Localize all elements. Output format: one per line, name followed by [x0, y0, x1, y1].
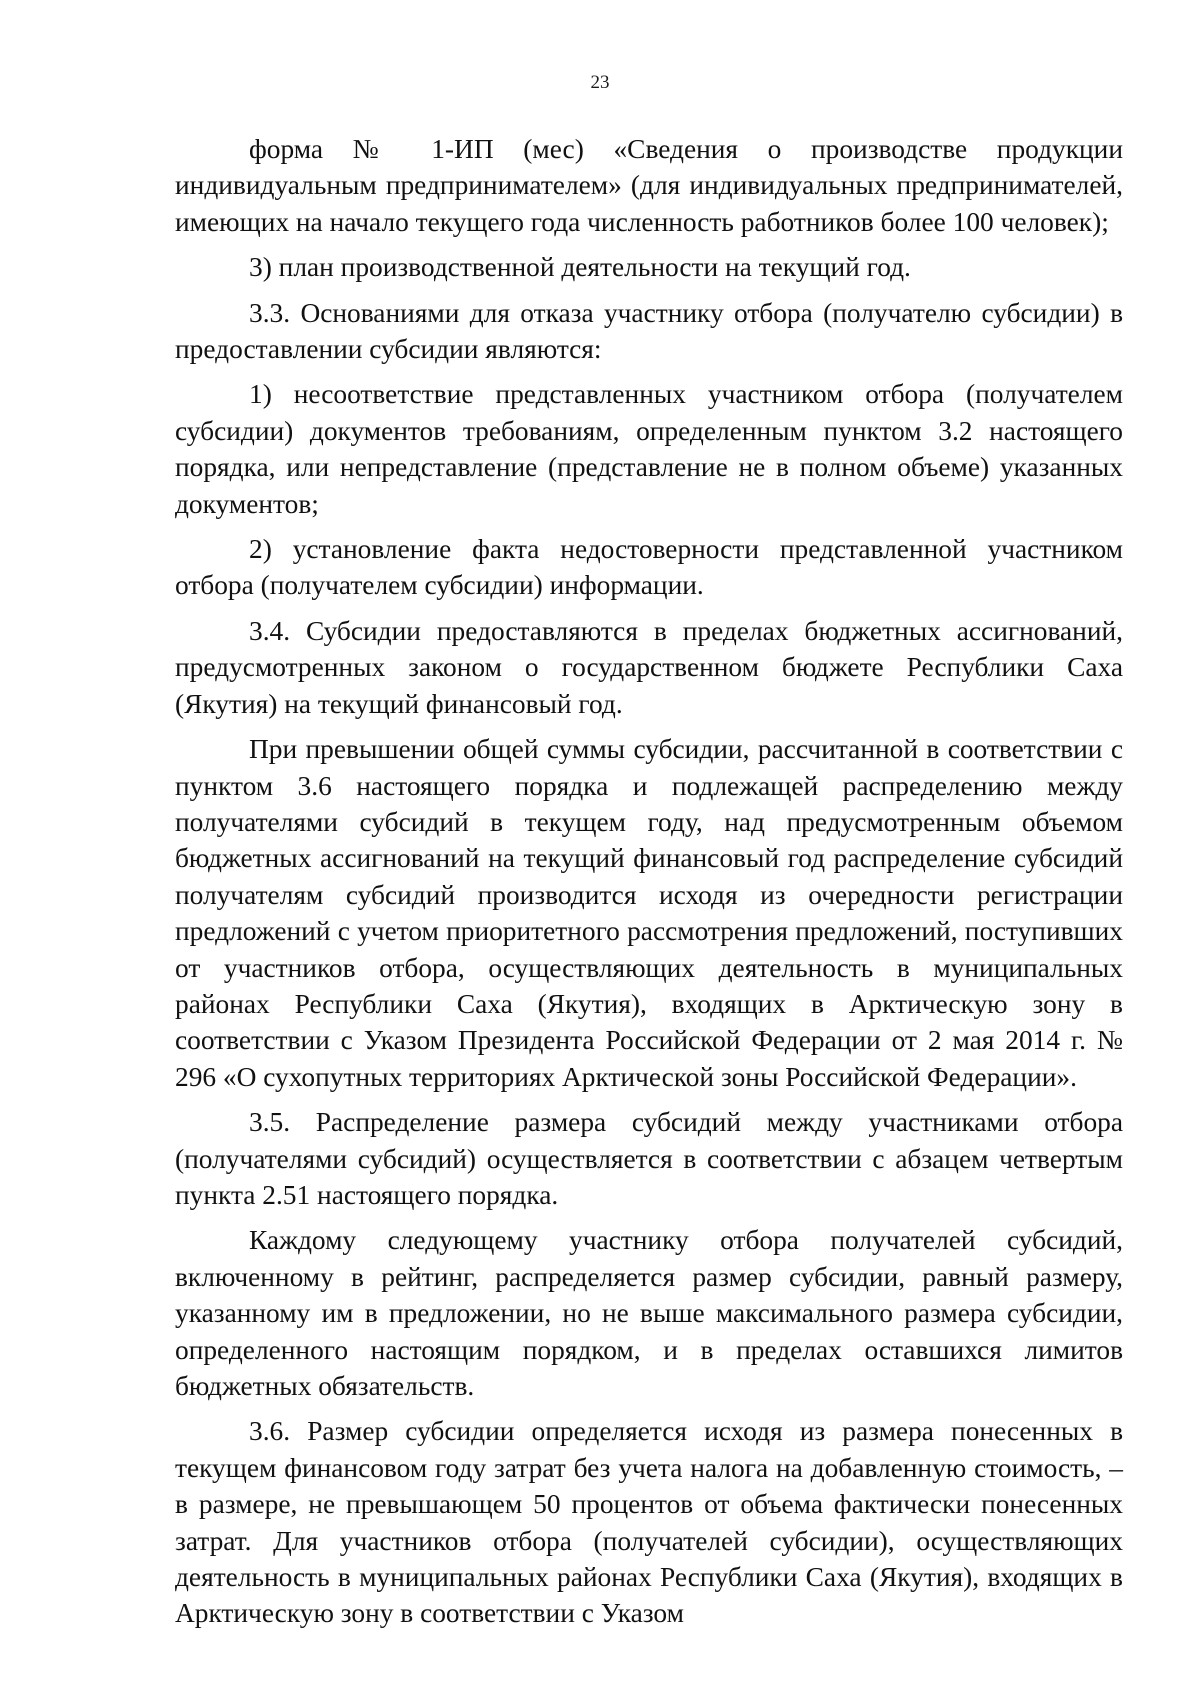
paragraph-form-1-ip: форма № 1-ИП (мес) «Сведения о производстве продукции индивидуальным предпринимателем» (для индивидуальных предпринимателей, имеющих на начало текущего года численность работников более 100 человек);	[175, 134, 1123, 237]
page-number: 23	[590, 72, 610, 93]
paragraph-3-5-rating: Каждому следующему участнику отбора получателей субсидий, включенному в рейтинг, распределяется размер субсидии, равный размеру, указанному им в предложении, но не выше максимального размера субсидии, определенного настоящим порядком, и в пределах оставшихся лимитов бюджетных обязательств.	[175, 1225, 1123, 1401]
paragraph-3-6: 3.6. Размер субсидии определяется исходя из размера понесенных в текущем финансовом году затрат без учета налога на добавленную стоимость, – в размере, не превышающем 50 процентов от объема фактически понесенных затрат. Для участников отбора (получателей субсидии), осуществляющих деятельность в муниципальных районах Республики Саха (Якутия), входящих в Арктическую зону в соответствии с Указом	[175, 1416, 1123, 1629]
paragraph-3-5: 3.5. Распределение размера субсидий между участниками отбора (получателями субсидий) осуществляется в соответствии с абзацем четвертым пункта 2.51 настоящего порядка.	[175, 1107, 1123, 1210]
paragraph-production-plan: 3) план производственной деятельности на текущий год.	[249, 252, 911, 283]
paragraph-3-3-item-2: 2) установление факта недостоверности представленной участником отбора (получателем субсидии) информации.	[175, 534, 1123, 601]
paragraph-3-3-item-1: 1) несоответствие представленных участником отбора (получателем субсидии) документов требованиям, определенным пунктом 3.2 настоящего порядка, или непредставление (представление не в полном объеме) указанных документов;	[175, 379, 1123, 519]
paragraph-3-4-excess: При превышении общей суммы субсидии, рассчитанной в соответствии с пунктом 3.6 настоящего порядка и подлежащей распределению между получателями субсидий в текущем году, над предусмотренным объемом бюджетных ассигнований на текущий финансовый год распределение субсидий получателям субсидий производится исходя из очередности регистрации предложений с учетом приоритетного рассмотрения предложений, поступивших от участников отбора, осуществляющих деятельность в муниципальных районах Республики Саха (Якутия), входящих в Арктическую зону в соответствии с Указом Президента Российской Федерации от 2 мая 2014 г. № 296 «О сухопутных территориях Арктической зоны Российской Федерации».	[175, 734, 1123, 1092]
paragraph-3-4: 3.4. Субсидии предоставляются в пределах бюджетных ассигнований, предусмотренных законом о государственном бюджете Республики Саха (Якутия) на текущий финансовый год.	[175, 615, 1123, 719]
paragraph-3-3: 3.3. Основаниями для отказа участнику отбора (получателю субсидии) в предоставлении субсидии являются:	[175, 297, 1123, 365]
document-body	[175, 122, 1123, 1632]
